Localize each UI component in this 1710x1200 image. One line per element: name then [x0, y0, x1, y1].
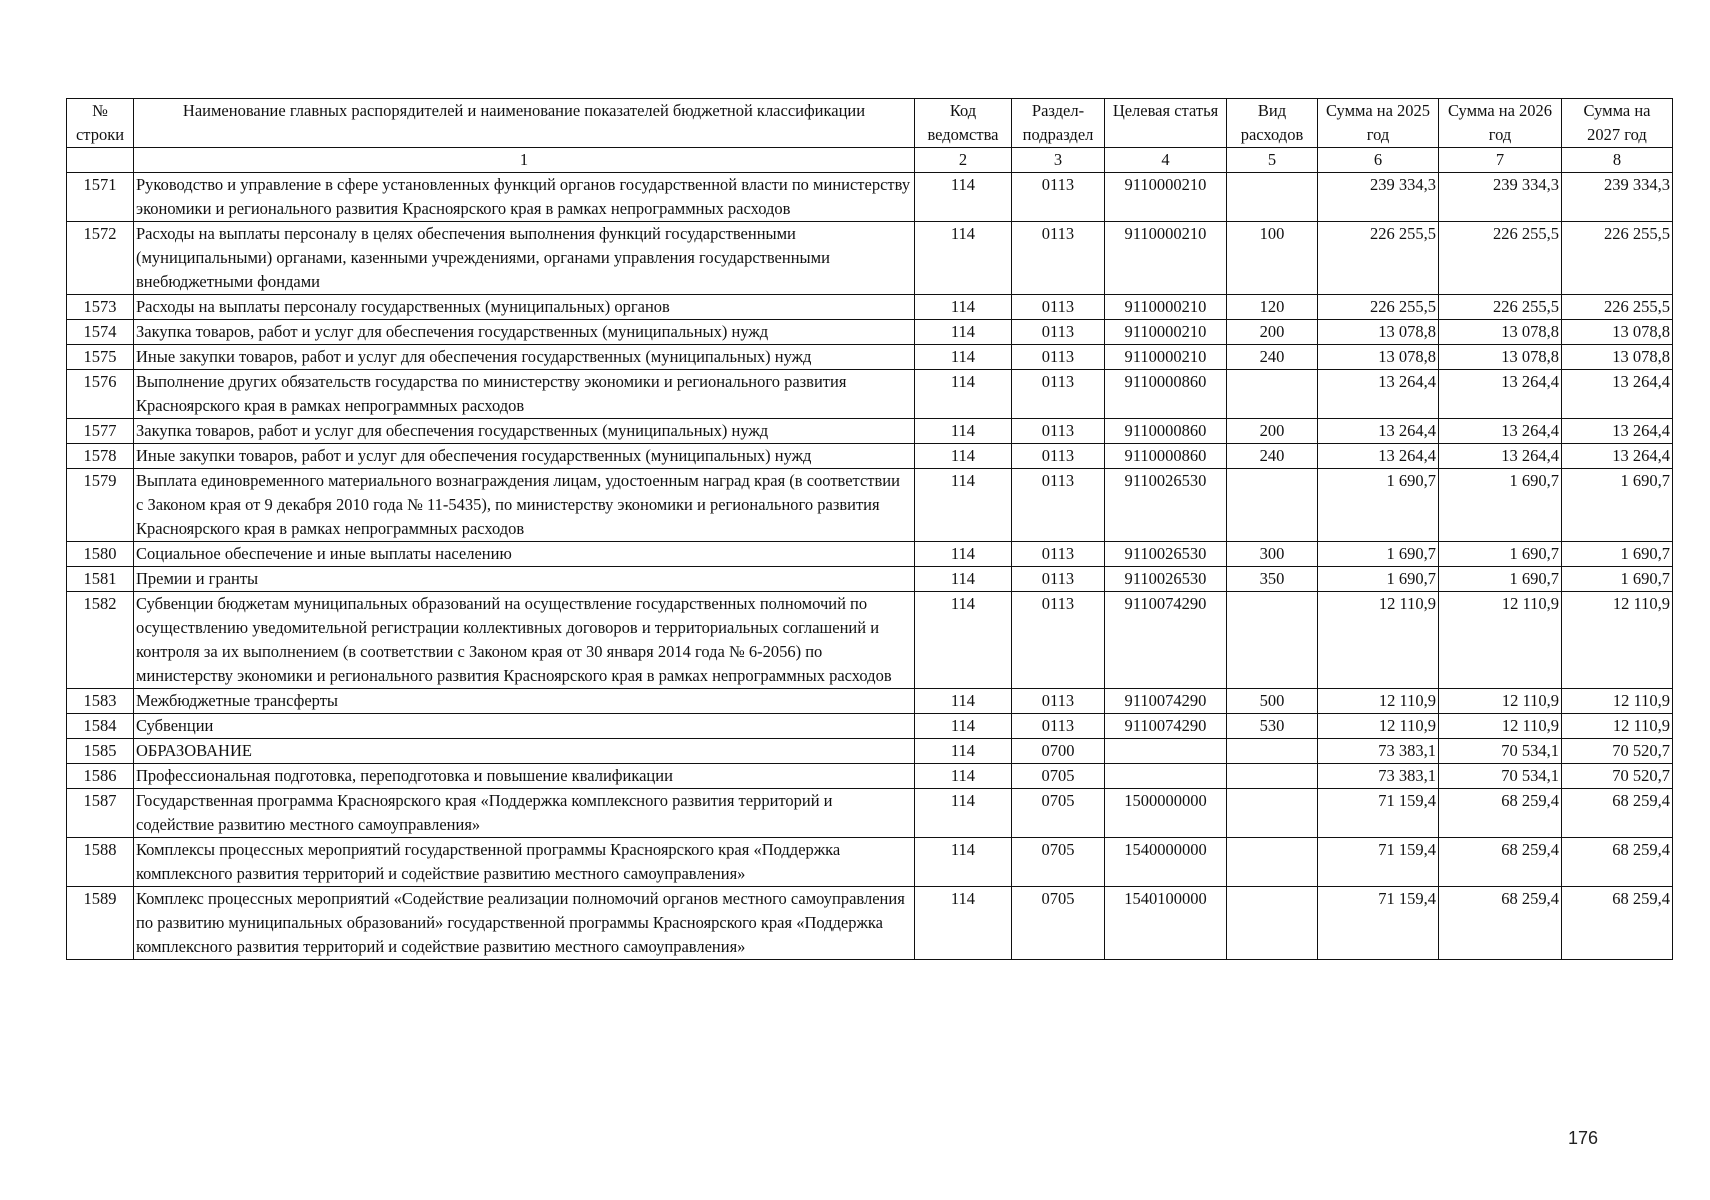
- department-code: 114: [915, 789, 1012, 838]
- sum-2025: 1 690,7: [1318, 542, 1439, 567]
- row-name: Профессиональная подготовка, переподготовка и повышение квалификации: [134, 764, 915, 789]
- table-row: [67, 592, 1673, 689]
- section-code: 0113: [1012, 419, 1105, 444]
- column-index: 7: [1439, 148, 1562, 173]
- row-number: 1578: [67, 444, 134, 469]
- expense-type: 240: [1227, 345, 1318, 370]
- table-row: [67, 173, 1673, 222]
- sum-2025: 73 383,1: [1318, 739, 1439, 764]
- section-code: 0113: [1012, 345, 1105, 370]
- sum-2025: 71 159,4: [1318, 838, 1439, 887]
- table-row: [67, 295, 1673, 320]
- target-article: 9110000860: [1105, 444, 1227, 469]
- target-article: 9110000210: [1105, 320, 1227, 345]
- column-index: 2: [915, 148, 1012, 173]
- table-row: [67, 739, 1673, 764]
- row-name: Выполнение других обязательств государства по министерству экономики и регионального развития Красноярского края в рамках непрограммных расходов: [134, 370, 915, 419]
- sum-2025: 13 078,8: [1318, 320, 1439, 345]
- department-code: 114: [915, 173, 1012, 222]
- column-index: 3: [1012, 148, 1105, 173]
- sum-2027: 13 078,8: [1562, 345, 1673, 370]
- table-row: [67, 419, 1673, 444]
- header-department-code: Код ведомства: [915, 99, 1012, 148]
- column-index: 6: [1318, 148, 1439, 173]
- expense-type: 500: [1227, 689, 1318, 714]
- sum-2027: 13 264,4: [1562, 444, 1673, 469]
- department-code: 114: [915, 345, 1012, 370]
- row-number: 1587: [67, 789, 134, 838]
- row-name: Субвенции: [134, 714, 915, 739]
- expense-type: [1227, 838, 1318, 887]
- sum-2026: 12 110,9: [1439, 689, 1562, 714]
- sum-2027: 68 259,4: [1562, 887, 1673, 960]
- header-sum-2026: Сумма на 2026 год: [1439, 99, 1562, 148]
- table-row: [67, 567, 1673, 592]
- sum-2026: 13 264,4: [1439, 370, 1562, 419]
- row-number: 1582: [67, 592, 134, 689]
- target-article: 9110074290: [1105, 592, 1227, 689]
- sum-2025: 13 264,4: [1318, 444, 1439, 469]
- target-article: 1540100000: [1105, 887, 1227, 960]
- sum-2027: 68 259,4: [1562, 789, 1673, 838]
- sum-2026: 70 534,1: [1439, 739, 1562, 764]
- sum-2026: 68 259,4: [1439, 789, 1562, 838]
- row-name: Государственная программа Красноярского края «Поддержка комплексного развития территорий и содействие развитию местного самоуправления»: [134, 789, 915, 838]
- table-row: [67, 444, 1673, 469]
- sum-2025: 239 334,3: [1318, 173, 1439, 222]
- sum-2027: 226 255,5: [1562, 295, 1673, 320]
- sum-2027: 13 078,8: [1562, 320, 1673, 345]
- target-article: 9110000860: [1105, 370, 1227, 419]
- sum-2025: 226 255,5: [1318, 295, 1439, 320]
- sum-2027: 68 259,4: [1562, 838, 1673, 887]
- sum-2026: 1 690,7: [1439, 542, 1562, 567]
- row-name: Премии и гранты: [134, 567, 915, 592]
- section-code: 0700: [1012, 739, 1105, 764]
- sum-2025: 226 255,5: [1318, 222, 1439, 295]
- sum-2025: 73 383,1: [1318, 764, 1439, 789]
- sum-2027: 226 255,5: [1562, 222, 1673, 295]
- sum-2027: 12 110,9: [1562, 714, 1673, 739]
- section-code: 0113: [1012, 689, 1105, 714]
- table-row: [67, 320, 1673, 345]
- department-code: 114: [915, 689, 1012, 714]
- target-article: [1105, 764, 1227, 789]
- row-name: Руководство и управление в сфере установленных функций органов государственной власти по министерству экономики и регионального развития Красноярского края в рамках непрограммных расходов: [134, 173, 915, 222]
- sum-2026: 12 110,9: [1439, 592, 1562, 689]
- sum-2025: 12 110,9: [1318, 714, 1439, 739]
- expense-type: 240: [1227, 444, 1318, 469]
- row-name: Закупка товаров, работ и услуг для обеспечения государственных (муниципальных) нужд: [134, 419, 915, 444]
- department-code: 114: [915, 714, 1012, 739]
- department-code: 114: [915, 887, 1012, 960]
- column-index: [67, 148, 134, 173]
- row-name: Комплекс процессных мероприятий «Содействие реализации полномочий органов местного самоуправления по развитию муниципальных образований» государственной программы Красноярского края «Поддержка комплексного развития территорий и содействие развитию местного самоуправления»: [134, 887, 915, 960]
- target-article: 9110000210: [1105, 222, 1227, 295]
- expense-type: 200: [1227, 419, 1318, 444]
- sum-2027: 12 110,9: [1562, 592, 1673, 689]
- row-name: Расходы на выплаты персоналу в целях обеспечения выполнения функций государственными (муниципальными) органами, казенными учреждениями, органами управления государственными внебюджетными фондами: [134, 222, 915, 295]
- department-code: 114: [915, 838, 1012, 887]
- sum-2026: 226 255,5: [1439, 222, 1562, 295]
- section-code: 0113: [1012, 592, 1105, 689]
- target-article: 9110000210: [1105, 345, 1227, 370]
- sum-2025: 1 690,7: [1318, 469, 1439, 542]
- row-number: 1579: [67, 469, 134, 542]
- row-name: Расходы на выплаты персоналу государственных (муниципальных) органов: [134, 295, 915, 320]
- target-article: 9110000210: [1105, 173, 1227, 222]
- sum-2027: 13 264,4: [1562, 370, 1673, 419]
- section-code: 0113: [1012, 469, 1105, 542]
- sum-2027: 239 334,3: [1562, 173, 1673, 222]
- section-code: 0113: [1012, 295, 1105, 320]
- table-row: [67, 689, 1673, 714]
- section-code: 0705: [1012, 764, 1105, 789]
- table-header-row: [67, 99, 1673, 148]
- header-expense-type: Вид расходов: [1227, 99, 1318, 148]
- department-code: 114: [915, 764, 1012, 789]
- sum-2026: 13 078,8: [1439, 320, 1562, 345]
- target-article: 9110026530: [1105, 542, 1227, 567]
- row-number: 1580: [67, 542, 134, 567]
- row-number: 1581: [67, 567, 134, 592]
- sum-2027: 1 690,7: [1562, 542, 1673, 567]
- table-row: [67, 345, 1673, 370]
- header-name: Наименование главных распорядителей и наименование показателей бюджетной классификации: [134, 99, 915, 148]
- sum-2025: 12 110,9: [1318, 592, 1439, 689]
- expense-type: [1227, 592, 1318, 689]
- target-article: 9110074290: [1105, 714, 1227, 739]
- sum-2025: 12 110,9: [1318, 689, 1439, 714]
- section-code: 0705: [1012, 887, 1105, 960]
- department-code: 114: [915, 320, 1012, 345]
- section-code: 0113: [1012, 370, 1105, 419]
- department-code: 114: [915, 592, 1012, 689]
- sum-2026: 13 078,8: [1439, 345, 1562, 370]
- expense-type: [1227, 173, 1318, 222]
- header-row-number: № строки: [67, 99, 134, 148]
- sum-2025: 71 159,4: [1318, 789, 1439, 838]
- table-row: [67, 370, 1673, 419]
- section-code: 0705: [1012, 838, 1105, 887]
- expense-type: 300: [1227, 542, 1318, 567]
- sum-2026: 1 690,7: [1439, 567, 1562, 592]
- row-number: 1589: [67, 887, 134, 960]
- section-code: 0113: [1012, 320, 1105, 345]
- sum-2027: 13 264,4: [1562, 419, 1673, 444]
- header-section: Раздел-подраздел: [1012, 99, 1105, 148]
- row-number: 1573: [67, 295, 134, 320]
- row-number: 1576: [67, 370, 134, 419]
- table-row: [67, 887, 1673, 960]
- target-article: 1540000000: [1105, 838, 1227, 887]
- table-row: [67, 789, 1673, 838]
- department-code: 114: [915, 295, 1012, 320]
- budget-table: [66, 98, 1673, 960]
- department-code: 114: [915, 419, 1012, 444]
- target-article: 9110000860: [1105, 419, 1227, 444]
- sum-2026: 68 259,4: [1439, 838, 1562, 887]
- row-number: 1584: [67, 714, 134, 739]
- expense-type: 120: [1227, 295, 1318, 320]
- sum-2026: 13 264,4: [1439, 444, 1562, 469]
- row-number: 1574: [67, 320, 134, 345]
- section-code: 0705: [1012, 789, 1105, 838]
- column-index: 8: [1562, 148, 1673, 173]
- target-article: 9110026530: [1105, 567, 1227, 592]
- sum-2026: 68 259,4: [1439, 887, 1562, 960]
- department-code: 114: [915, 370, 1012, 419]
- sum-2026: 12 110,9: [1439, 714, 1562, 739]
- row-name: Социальное обеспечение и иные выплаты населению: [134, 542, 915, 567]
- sum-2026: 1 690,7: [1439, 469, 1562, 542]
- expense-type: [1227, 370, 1318, 419]
- row-name: ОБРАЗОВАНИЕ: [134, 739, 915, 764]
- row-number: 1577: [67, 419, 134, 444]
- table-body: [67, 173, 1673, 960]
- section-code: 0113: [1012, 173, 1105, 222]
- row-number: 1588: [67, 838, 134, 887]
- table-row: [67, 469, 1673, 542]
- row-number: 1585: [67, 739, 134, 764]
- department-code: 114: [915, 469, 1012, 542]
- expense-type: [1227, 739, 1318, 764]
- row-number: 1586: [67, 764, 134, 789]
- sum-2025: 13 264,4: [1318, 370, 1439, 419]
- row-name: Закупка товаров, работ и услуг для обеспечения государственных (муниципальных) нужд: [134, 320, 915, 345]
- header-target-article: Целевая статья: [1105, 99, 1227, 148]
- row-name: Комплексы процессных мероприятий государственной программы Красноярского края «Поддержка комплексного развития территорий и содействие развитию местного самоуправления»: [134, 838, 915, 887]
- section-code: 0113: [1012, 444, 1105, 469]
- row-number: 1575: [67, 345, 134, 370]
- department-code: 114: [915, 567, 1012, 592]
- row-name: Иные закупки товаров, работ и услуг для обеспечения государственных (муниципальных) нужд: [134, 345, 915, 370]
- target-article: 1500000000: [1105, 789, 1227, 838]
- table-row: [67, 542, 1673, 567]
- sum-2027: 1 690,7: [1562, 567, 1673, 592]
- sum-2027: 70 520,7: [1562, 764, 1673, 789]
- row-number: 1571: [67, 173, 134, 222]
- expense-type: 200: [1227, 320, 1318, 345]
- expense-type: 100: [1227, 222, 1318, 295]
- column-index: 4: [1105, 148, 1227, 173]
- target-article: [1105, 739, 1227, 764]
- sum-2025: 13 078,8: [1318, 345, 1439, 370]
- row-number: 1583: [67, 689, 134, 714]
- section-code: 0113: [1012, 222, 1105, 295]
- expense-type: 350: [1227, 567, 1318, 592]
- table-row: [67, 222, 1673, 295]
- target-article: 9110026530: [1105, 469, 1227, 542]
- sum-2025: 13 264,4: [1318, 419, 1439, 444]
- expense-type: 530: [1227, 714, 1318, 739]
- row-number: 1572: [67, 222, 134, 295]
- expense-type: [1227, 887, 1318, 960]
- section-code: 0113: [1012, 714, 1105, 739]
- sum-2026: 70 534,1: [1439, 764, 1562, 789]
- budget-document: [66, 98, 1672, 960]
- sum-2025: 71 159,4: [1318, 887, 1439, 960]
- table-row: [67, 714, 1673, 739]
- sum-2026: 226 255,5: [1439, 295, 1562, 320]
- sum-2026: 13 264,4: [1439, 419, 1562, 444]
- target-article: 9110074290: [1105, 689, 1227, 714]
- row-name: Межбюджетные трансферты: [134, 689, 915, 714]
- department-code: 114: [915, 739, 1012, 764]
- expense-type: [1227, 789, 1318, 838]
- section-code: 0113: [1012, 542, 1105, 567]
- header-sum-2027: Сумма на 2027 год: [1562, 99, 1673, 148]
- header-sum-2025: Сумма на 2025 год: [1318, 99, 1439, 148]
- department-code: 114: [915, 222, 1012, 295]
- department-code: 114: [915, 444, 1012, 469]
- sum-2026: 239 334,3: [1439, 173, 1562, 222]
- department-code: 114: [915, 542, 1012, 567]
- page-number: 176: [1568, 1128, 1599, 1148]
- section-code: 0113: [1012, 567, 1105, 592]
- expense-type: [1227, 764, 1318, 789]
- sum-2027: 12 110,9: [1562, 689, 1673, 714]
- row-name: Выплата единовременного материального вознаграждения лицам, удостоенным наград края (в соответствии с Законом края от 9 декабря 2010 года № 11-5435), по министерству экономики и регионального развития Красноярского края в рамках непрограммных расходов: [134, 469, 915, 542]
- sum-2025: 1 690,7: [1318, 567, 1439, 592]
- column-index: 1: [134, 148, 915, 173]
- expense-type: [1227, 469, 1318, 542]
- sum-2027: 70 520,7: [1562, 739, 1673, 764]
- row-name: Субвенции бюджетам муниципальных образований на осуществление государственных полномочий по осуществлению уведомительной регистрации коллективных договоров и территориальных соглашений и контроля за их выполнением (в соответствии с Законом края от 30 января 2014 года № 6-2056) по министерству экономики и регионального развития Красноярского края в рамках непрограммных расходов: [134, 592, 915, 689]
- table-row: [67, 838, 1673, 887]
- column-index-row: [67, 148, 1673, 173]
- row-name: Иные закупки товаров, работ и услуг для обеспечения государственных (муниципальных) нужд: [134, 444, 915, 469]
- table-row: [67, 764, 1673, 789]
- column-index: 5: [1227, 148, 1318, 173]
- sum-2027: 1 690,7: [1562, 469, 1673, 542]
- target-article: 9110000210: [1105, 295, 1227, 320]
